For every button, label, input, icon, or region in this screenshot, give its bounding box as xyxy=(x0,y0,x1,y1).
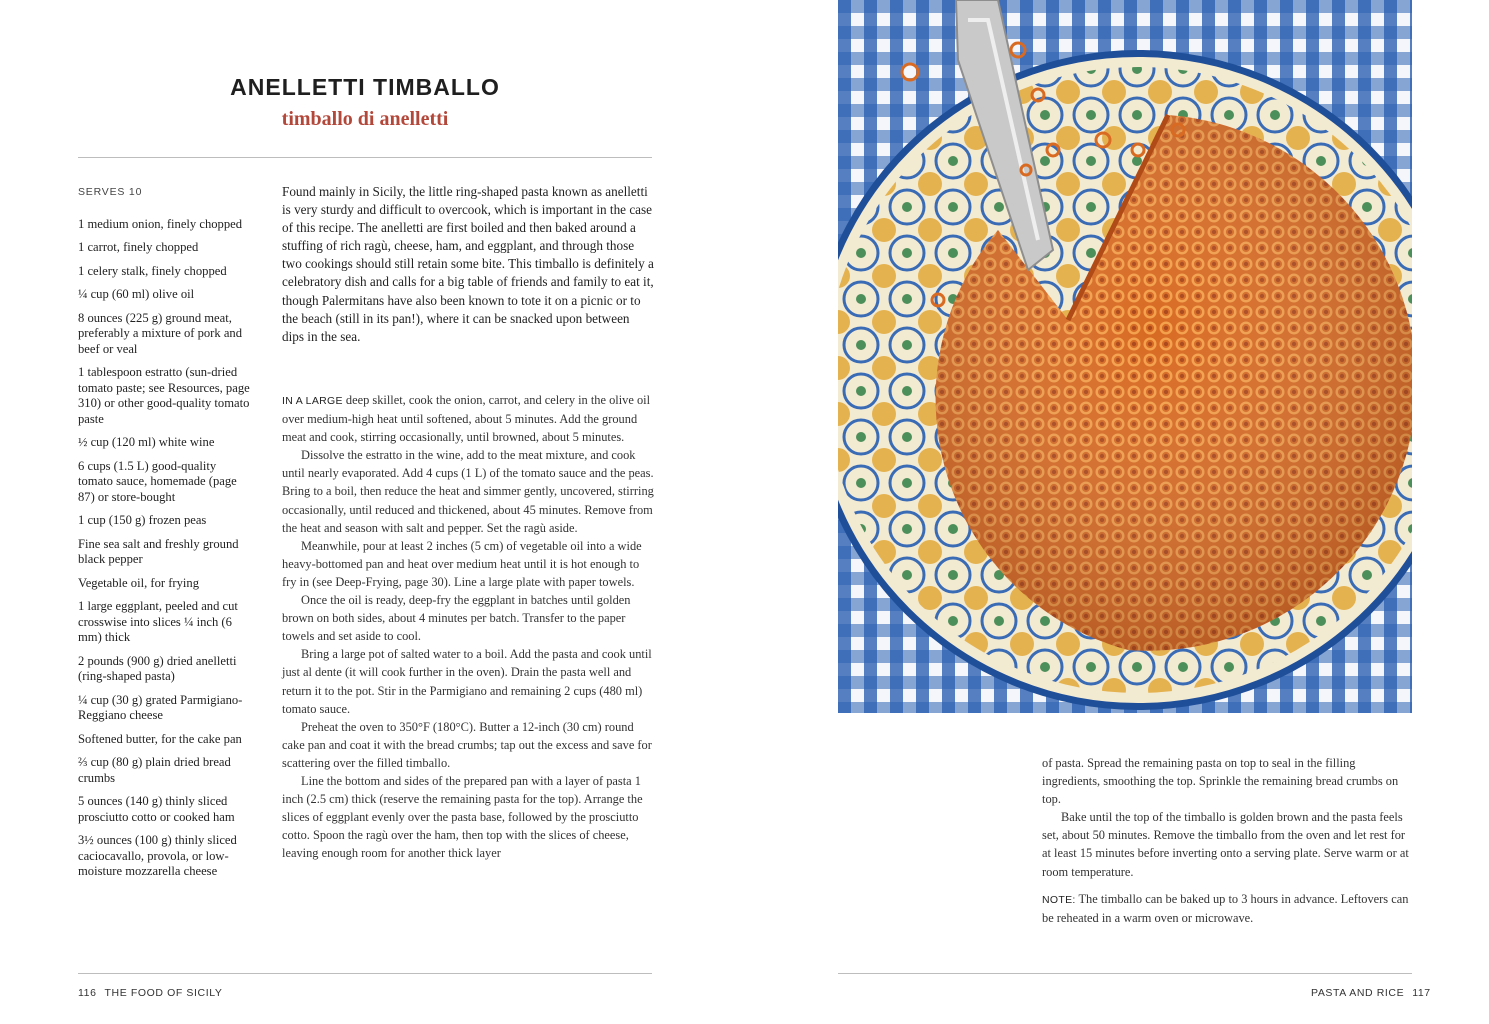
ingredient-item: 5 ounces (140 g) thinly sliced prosciutto cotto or cooked ham xyxy=(78,793,235,824)
book-title: THE FOOD OF SICILY xyxy=(104,987,223,999)
ingredient-item: 1 celery stalk, finely chopped xyxy=(78,263,227,278)
section-title: PASTA AND RICE xyxy=(1311,987,1405,999)
method-paragraph: Line the bottom and sides of the prepared pan with a layer of pasta 1 inch (2.5 cm) thick (reserve the remaining pasta for the top). Arrange the slices of eggplant evenly over the pasta base, followed by the prosciutto cotto. Spoon the ragù over the ham, then top with the slices of cheese, leaving enough room for another thick layer xyxy=(282,773,643,861)
method-paragraph: of pasta. Spread the remaining pasta on top to seal in the filling ingredients, smoothing the top. Sprinkle the remaining bread crumbs on top. xyxy=(1042,756,1399,807)
method-paragraph: Bring a large pot of salted water to a boil. Add the pasta and cook until just al dente (it will cook further in the oven). Drain the pasta well and return it to the pot. Stir in the Parmigiano and remaining 2 cups (480 ml) tomato sauce. xyxy=(282,647,652,716)
recipe-note xyxy=(1042,890,1414,927)
left-page xyxy=(0,0,744,1024)
timballo-illustration xyxy=(838,0,1412,713)
ingredient-item: ½ cup (120 ml) white wine xyxy=(78,435,215,450)
ingredient-item: 2 pounds (900 g) dried anelletti (ring-shaped pasta) xyxy=(78,653,237,684)
note-text: The timballo can be baked up to 3 hours in advance. Leftovers can be reheated in a warm oven or microwave. xyxy=(1042,891,1409,925)
method-paragraph xyxy=(282,391,654,446)
method-lead-in: IN A LARGE xyxy=(282,395,343,407)
ingredient-item: 3½ ounces (100 g) thinly sliced caciocavallo, provola, or low-moisture mozzarella cheese xyxy=(78,832,237,879)
ingredient-item: 1 tablespoon estratto (sun-dried tomato paste; see Resources, page 310) or other good-quality tomato paste xyxy=(78,365,250,426)
ingredient-item: 1 cup (150 g) frozen peas xyxy=(78,513,207,528)
serves-label: SERVES 10 xyxy=(78,186,143,198)
method-text xyxy=(282,391,654,862)
method-paragraph: Dissolve the estratto in the wine, add to the meat mixture, and cook until nearly evaporated. Add 4 cups (1 L) of the tomato sauce and the peas. Bring to a boil, then reduce the heat and simmer gently, uncovered, stirring occasionally, until reduced and thickened, about 45 minutes. Remove from the heat and season with salt and pepper. Set the ragù aside. xyxy=(282,448,654,535)
intro-paragraph: Found mainly in Sicily, the little ring-shaped pasta known as anelletti is very sturdy and difficult to overcook, which is important in the case of this recipe. The anelletti are first boiled and then baked around a stuffing of rich ragù, cheese, ham, and eggplant, and through those two cookings should still retain some bite. This timballo is definitely a celebratory dish and calls for a big table of friends and family to eat it, though Palermitans have also been known to tote it on a picnic or to the beach (still in its pan!), where it can be snacked upon between dips in the sea. xyxy=(282,184,654,344)
ingredient-item: Fine sea salt and freshly ground black pepper xyxy=(78,536,239,567)
right-footer xyxy=(1311,987,1431,999)
footer-divider xyxy=(78,973,652,974)
method-paragraph: Once the oil is ready, deep-fry the eggplant in batches until golden brown on both sides, about 4 minutes per batch. Transfer to the paper towels and set aside to cool. xyxy=(282,593,631,644)
header-divider xyxy=(78,157,652,158)
ingredient-item: ⅔ cup (80 g) plain dried bread crumbs xyxy=(78,754,231,785)
ingredient-list xyxy=(78,217,250,888)
ingredient-item: 1 large eggplant, peeled and cut crosswise into slices ¼ inch (6 mm) thick xyxy=(78,599,238,645)
footer-divider xyxy=(838,973,1412,974)
ingredient-item: Softened butter, for the cake pan xyxy=(78,731,242,746)
page-number: 117 xyxy=(1412,987,1431,999)
ingredient-item: ¼ cup (30 g) grated Parmigiano-Reggiano cheese xyxy=(78,692,243,723)
page-number: 116 xyxy=(78,987,97,999)
method-first-text: deep skillet, cook the onion, carrot, and celery in the olive oil over medium-high heat until softened, about 5 minutes. Add the ground meat and cook, stirring occasionally, until browned, about 5 minutes. xyxy=(282,393,651,445)
ingredient-item: ¼ cup (60 ml) olive oil xyxy=(78,287,195,302)
left-footer xyxy=(78,987,231,999)
method-paragraph: Preheat the oven to 350°F (180°C). Butter a 12-inch (30 cm) round cake pan and coat it with the bread crumbs; tap out the excess and save for scattering over the filled timballo. xyxy=(282,719,652,770)
recipe-title: ANELLETTI TIMBALLO xyxy=(230,74,500,100)
ingredient-item: 1 medium onion, finely chopped xyxy=(78,217,243,231)
ingredient-item: 6 cups (1.5 L) good-quality tomato sauce, homemade (page 87) or store-bought xyxy=(78,458,237,504)
recipe-subtitle: timballo di anelletti xyxy=(281,108,449,130)
method-paragraph: Bake until the top of the timballo is golden brown and the pasta feels set, about 50 minutes. Remove the timballo from the oven and let rest for at least 15 minutes before inverting onto a serving plate. Serve warm or at room temperature. xyxy=(1042,810,1409,879)
note-label: NOTE: xyxy=(1042,893,1076,906)
method-paragraph: Meanwhile, pour at least 2 inches (5 cm) of vegetable oil into a wide heavy-bottomed pan and heat over medium heat until it is hot enough to fry in (see Deep-Frying, page 30). Line a large plate with paper towels. xyxy=(282,538,642,589)
ingredient-item: Vegetable oil, for frying xyxy=(78,575,199,590)
ingredient-item: 8 ounces (225 g) ground meat, preferably a mixture of pork and beef or veal xyxy=(78,310,243,356)
timballo-photo xyxy=(838,0,1412,713)
ingredient-item: 1 carrot, finely chopped xyxy=(78,240,199,255)
method-continued xyxy=(1042,754,1414,927)
